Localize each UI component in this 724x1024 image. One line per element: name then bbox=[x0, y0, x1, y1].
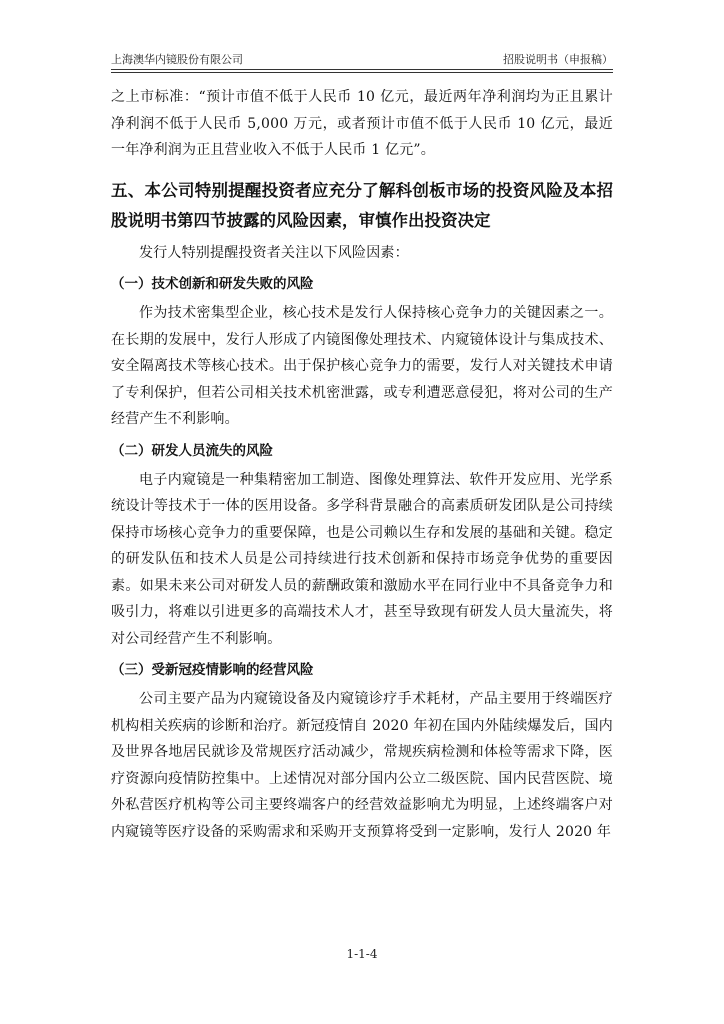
page-number: 1-1-4 bbox=[346, 947, 378, 961]
risk-3-paragraph: 公司主要产品为内窥镜设备及内窥镜诊疗手术耗材，产品主要用于终端医疗机构相关疾病的诊断和治疗。新冠疫情自 2020 年初在国内外陆续爆发后，国内及世界各地居民就诊及常规医疗活动减少，常规疾病检测和体检等需求下降，医疗资源向疫情防控集中。上述情况对部分国内公立二级医院、国内民营医院、境外私营医疗机构等公司主要终端客户的经营效益影响尤为明显，上述终端客户对内窥镜等医疗设备的采购需求和采购开支预算将受到一定影响，发行人 2020 年 bbox=[111, 691, 613, 840]
risk-3-heading: （三）受新冠疫情影响的经营风险 bbox=[111, 662, 314, 678]
header-company: 上海澳华内镜股份有限公司 bbox=[111, 53, 243, 66]
risk-1-heading: （一）技术创新和研发失败的风险 bbox=[111, 276, 314, 292]
section-5-heading: 五、本公司特别提醒投资者应充分了解科创板市场的投资风险及本招股说明书第四节披露的风险因素，审慎作出投资决定 bbox=[111, 180, 613, 230]
risk-1-paragraph: 作为技术密集型企业，核心技术是发行人保持核心竞争力的关键因素之一。在长期的发展中，发行人形成了内镜图像处理技术、内窥镜体设计与集成技术、安全隔离技术等核心技术。出于保护核心竞争力的需要，发行人对关键技术申请了专利保护，但若公司相关技术机密泄露，或专利遭恶意侵犯，将对公司的生产经营产生不利影响。 bbox=[111, 305, 613, 427]
page-body bbox=[111, 84, 613, 845]
running-header bbox=[111, 48, 613, 68]
header-rule-thin bbox=[111, 72, 613, 73]
section-5-lead: 发行人特别提醒投资者关注以下风险因素： bbox=[139, 244, 409, 261]
intro-paragraph: 之上市标准：“预计市值不低于人民币 10 亿元，最近两年净利润均为正且累计净利润不低于人民币 5,000 万元，或者预计市值不低于人民币 10 亿元，最近一年净利润为正且营业收入不低于人民币 1 亿元”。 bbox=[111, 89, 613, 158]
header-doc-title: 招股说明书（申报稿） bbox=[503, 53, 613, 66]
risk-2-paragraph: 电子内窥镜是一种集精密加工制造、图像处理算法、软件开发应用、光学系统设计等技术于一体的医用设备。多学科背景融合的高素质研发团队是公司持续保持市场核心竞争力的重要保障，也是公司赖以生存和发展的基础和关键。稳定的研发队伍和技术人员是公司持续进行技术创新和保持市场竞争优势的重要因素。如果未来公司对研发人员的薪酬政策和激励水平在同行业中不具备竞争力和吸引力，将难以引进更多的高端技术人才，甚至导致现有研发人员大量流失，将对公司经营产生不利影响。 bbox=[111, 471, 613, 647]
risk-2-heading: （二）研发人员流失的风险 bbox=[111, 442, 273, 459]
header-rule-thick bbox=[111, 69, 613, 70]
